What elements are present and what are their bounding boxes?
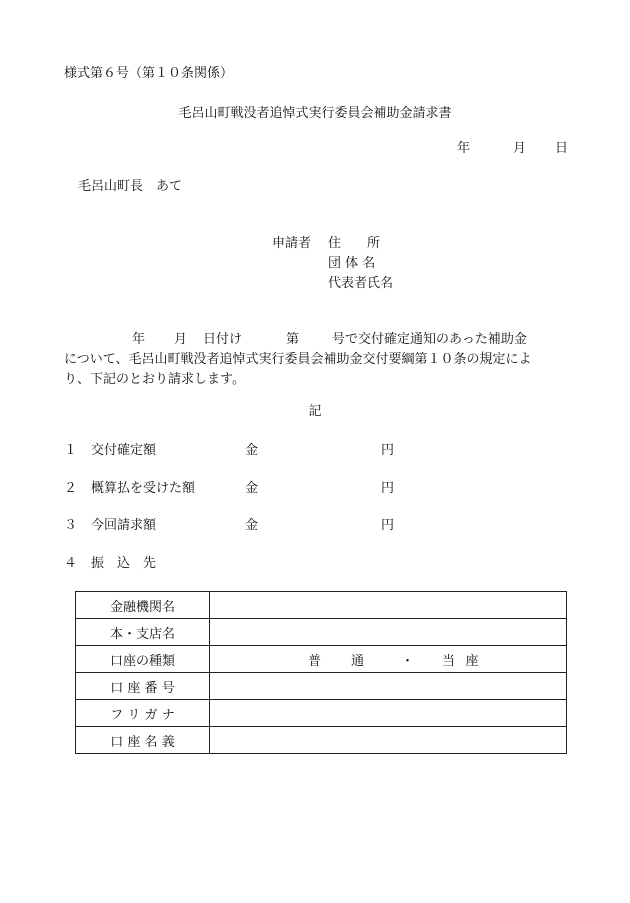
account-type-value[interactable] [210,646,567,673]
body-year: 年 [132,332,146,347]
item-yen: 円 [381,518,395,533]
group-name-label: 団 体 名 [328,256,376,271]
item-kin: 金 [245,518,259,533]
item-number: ３ [64,518,78,533]
address-label: 住 所 [328,236,381,251]
table-row [76,673,567,700]
item-advance-received [64,481,394,497]
account-number-label: 口 座 番 号 [76,673,210,700]
item-number: ２ [64,481,78,496]
furigana-label: フ リ ガ ナ [76,700,210,727]
account-type-toza-1: 当 [441,653,455,669]
applicant-heading: 申請者 [272,236,312,251]
document-title: 毛呂山町戦没者追悼式実行委員会補助金請求書 [178,106,452,121]
body-month: 月 [174,332,188,347]
request-body [64,330,564,390]
item-number: ４ [64,556,78,571]
furigana-value[interactable] [210,700,567,727]
representative-label: 代表者氏名 [328,276,394,291]
account-type-toza-2: 座 [465,653,479,669]
branch-name-value[interactable] [210,619,567,646]
bank-name-value[interactable] [210,592,567,619]
body-number: 第 [286,332,300,347]
account-type-futsu-1: 普 [307,653,321,669]
item-label: 振 込 先 [91,556,157,571]
table-row [76,592,567,619]
body-line-3: り、下記のとおり請求します。 [64,372,245,387]
account-type-label: 口座の種類 [76,646,210,673]
account-type-futsu-2: 通 [350,653,364,669]
body-notice: 号で交付確定通知のあった補助金 [332,332,527,347]
item-label: 交付確定額 [91,443,157,458]
table-row [76,646,567,673]
item-number: １ [64,443,78,458]
date-month: 月 [513,141,527,156]
item-yen: 円 [381,443,395,458]
body-line-1 [64,330,564,350]
item-confirmed-amount [64,443,394,459]
bank-account-table [75,591,567,754]
account-holder-label: 口 座 名 義 [76,727,210,754]
table-row [76,727,567,754]
item-label: 概算払を受けた額 [91,481,196,496]
form-number: 様式第６号（第１０条関係） [64,66,234,81]
item-kin: 金 [245,481,259,496]
bank-name-label: 金融機関名 [76,592,210,619]
account-holder-value[interactable] [210,727,567,754]
addressee: 毛呂山町長 あて [78,179,183,194]
table-row [76,700,567,727]
body-day-date: 日付け [203,332,243,347]
item-kin: 金 [245,443,259,458]
item-current-request [64,518,394,534]
branch-name-label: 本・支店名 [76,619,210,646]
note-mark: 記 [308,404,322,419]
table-row [76,619,567,646]
date-line [457,141,568,157]
date-year: 年 [457,141,471,156]
item-yen: 円 [381,481,395,496]
item-label: 今回請求額 [91,518,157,533]
account-type-separator: ・ [400,653,414,669]
account-number-value[interactable] [210,673,567,700]
date-day: 日 [555,141,569,156]
item-transfer-destination [64,556,156,572]
applicant-block [272,236,393,296]
body-line-2: について、毛呂山町戦没者追悼式実行委員会補助金交付要綱第１０条の規定によ [64,352,532,367]
